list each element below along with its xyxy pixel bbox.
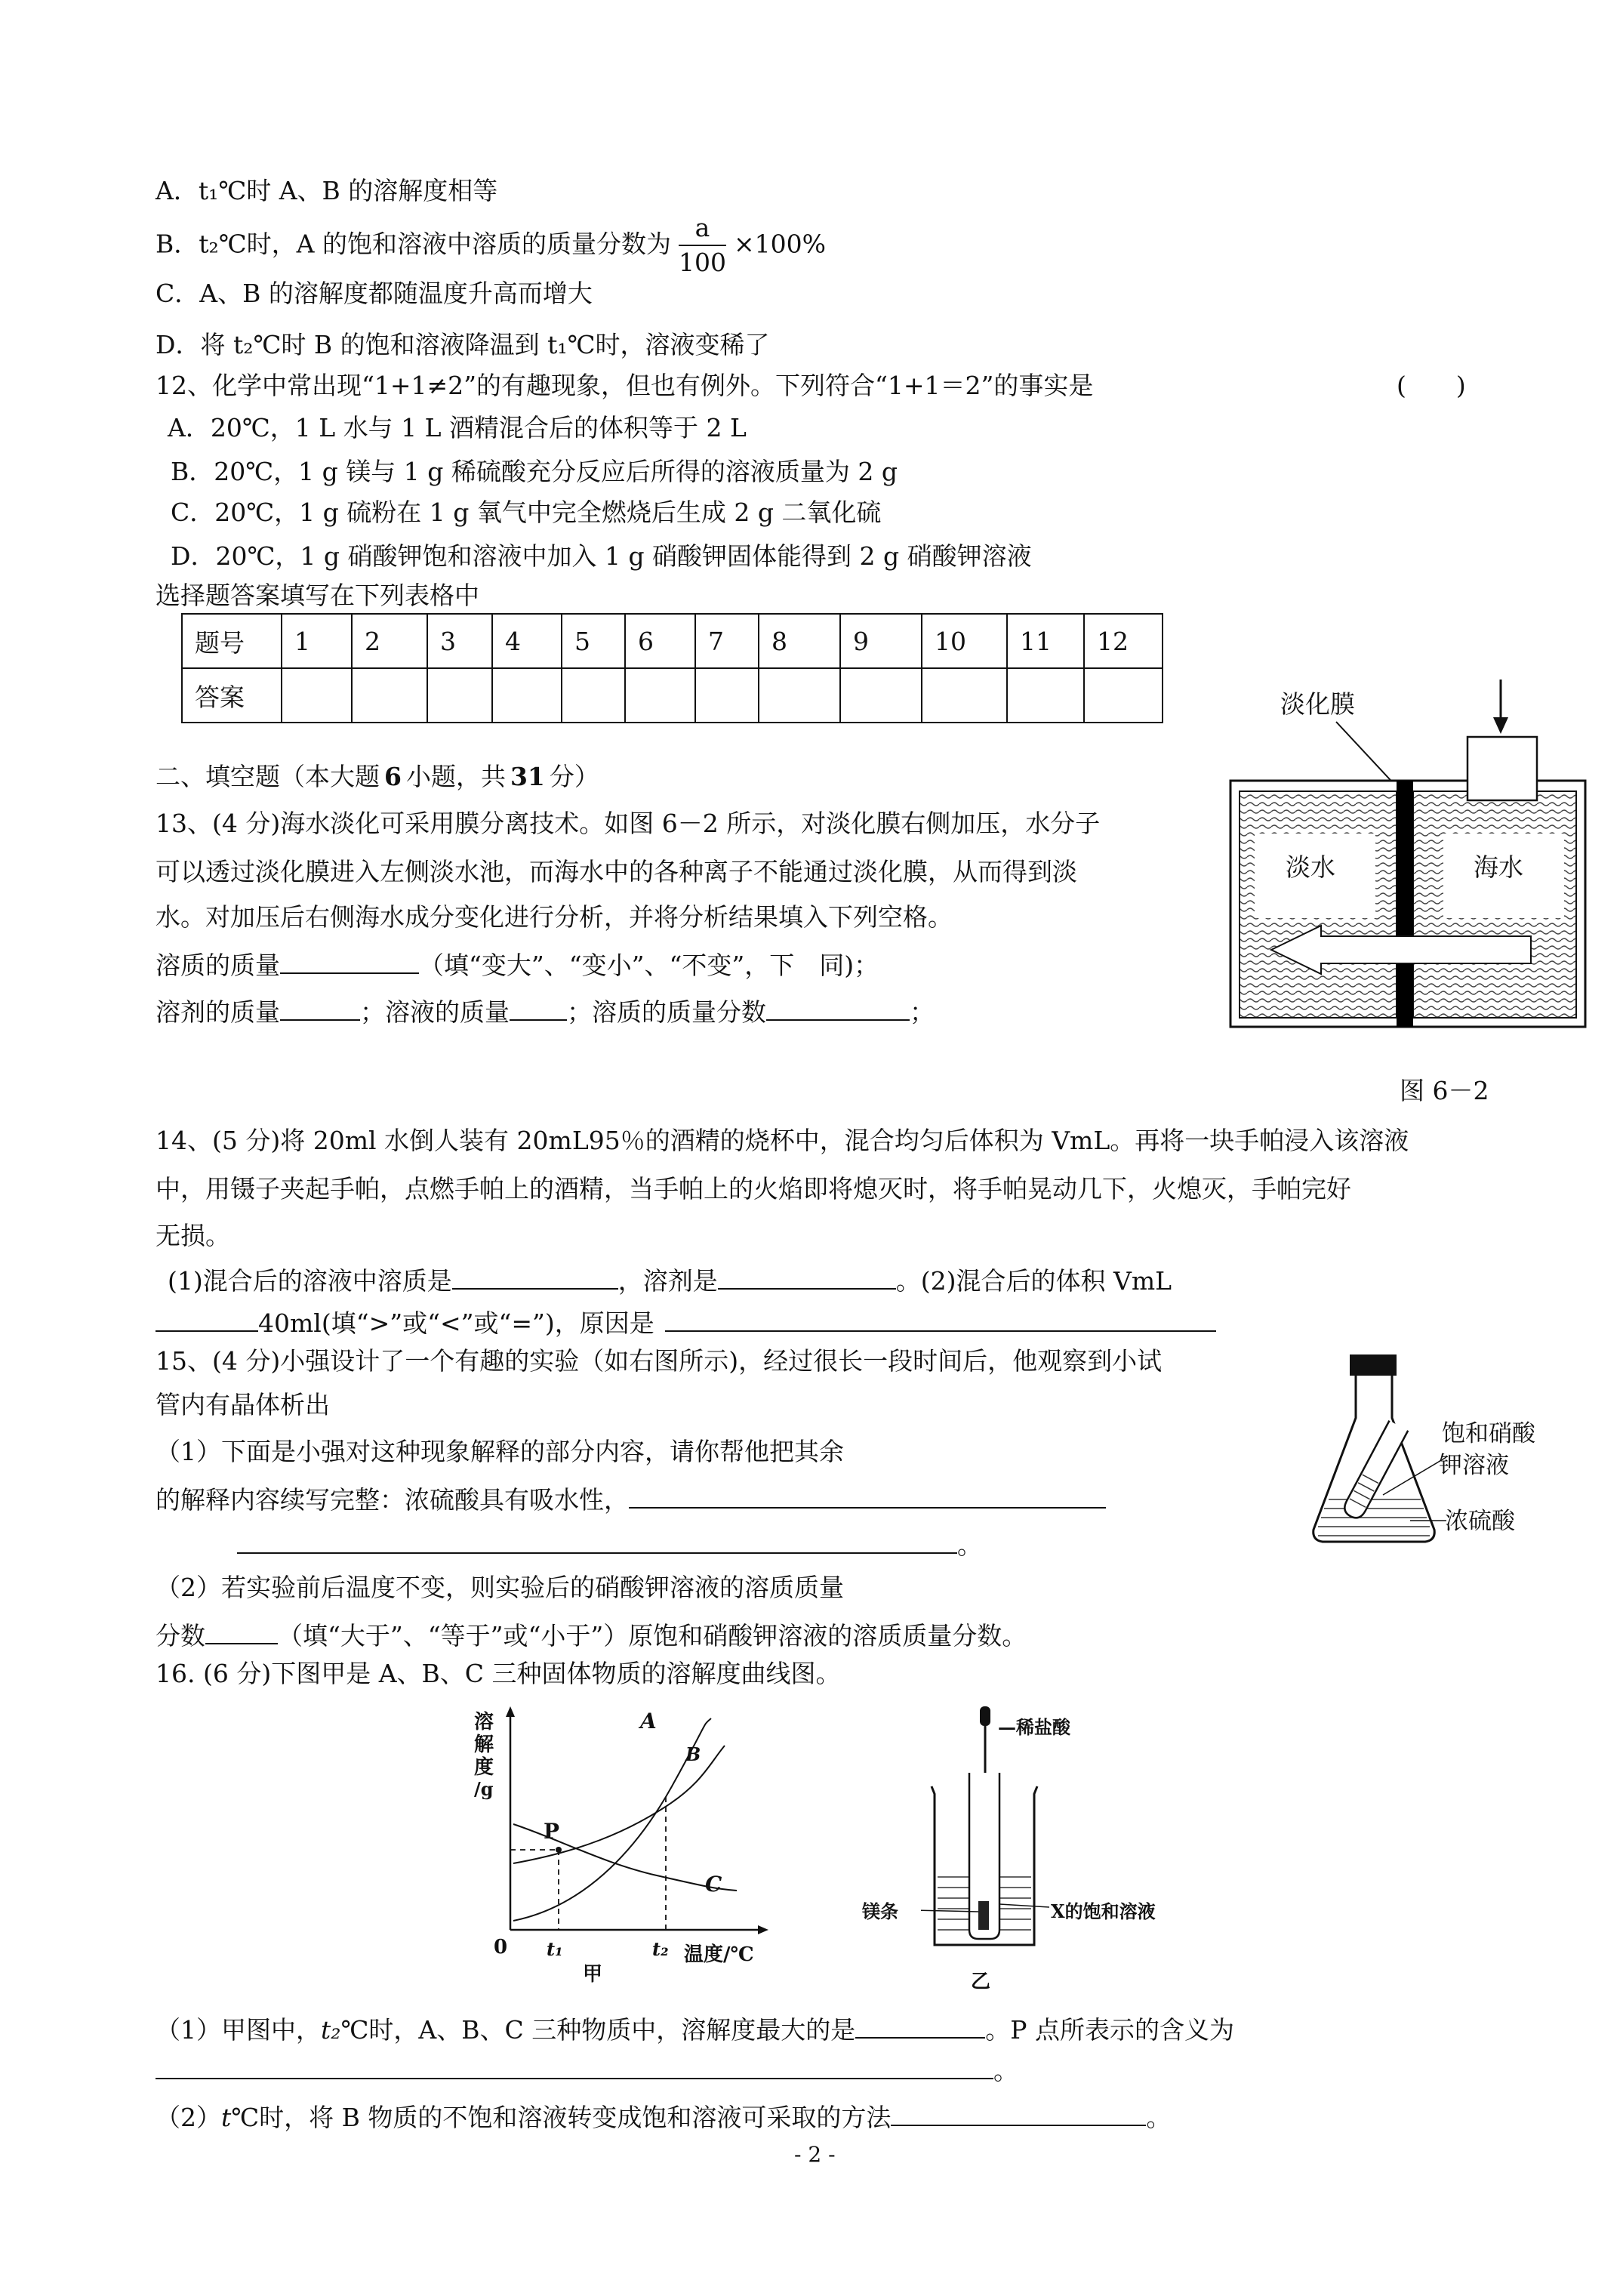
- hcl-label: —稀盐酸: [998, 1716, 1070, 1738]
- q11-option-b-suffix: ×100%: [733, 229, 826, 259]
- y-axis-label-char: 解: [474, 1734, 494, 1756]
- beaker-diagram: [921, 1703, 1049, 1960]
- solvent-mass-blank[interactable]: [280, 997, 360, 1021]
- q13-solvent-mass-label: 溶剂的质量: [156, 997, 280, 1027]
- q11-option-b: [156, 214, 826, 277]
- answer-cell[interactable]: [427, 668, 492, 723]
- solute-mass-blank[interactable]: [280, 950, 419, 974]
- solute-blank[interactable]: [452, 1265, 618, 1290]
- answer-table: [181, 613, 1163, 723]
- y-axis-label-char: /g: [474, 1778, 494, 1800]
- answer-cell[interactable]: [922, 668, 1007, 723]
- q16-part-1: [156, 2014, 1234, 2045]
- beaker-caption: 乙: [971, 1971, 991, 1993]
- mg-label: 镁条: [862, 1900, 898, 1922]
- answer-cell[interactable]: [1084, 668, 1163, 723]
- q14-line-2: 中，用镊子夹起手帕，点燃手帕上的酒精，当手帕上的火焰即将熄灭时，将手帕晃动几下，火熄灭，手帕完好: [156, 1174, 1351, 1203]
- q12-option-d: D．20℃，1 g 硝酸钾饱和溶液中加入 1 g 硝酸钾固体能得到 2 g 硝酸钾溶液: [171, 541, 1032, 571]
- section-heading: [156, 764, 599, 789]
- q15-line-end: 。: [957, 1530, 982, 1560]
- table-cell: 7: [695, 614, 759, 668]
- q16-line-end: 。: [993, 2056, 1018, 2085]
- explanation-blank-2[interactable]: [237, 1530, 957, 1554]
- q12-option-c: C．20℃，1 g 硫粉在 1 g 氧气中完全燃烧后生成 2 g 二氧化硫: [171, 498, 882, 527]
- sea-water-label: 海水: [1474, 852, 1523, 882]
- q14-line-4: [168, 1265, 1172, 1296]
- piston: [1467, 737, 1537, 800]
- q13-instruction: （填“变大”、“变小”、“不变”，下 同)；: [419, 951, 879, 980]
- q14-line-5: [156, 1308, 1216, 1336]
- origin-label: 0: [494, 1936, 508, 1959]
- q15-fraction-label: 分数: [156, 1621, 205, 1650]
- q13-line-end: ；: [910, 997, 935, 1027]
- table-cell: 8: [759, 614, 840, 668]
- table-cell: 9: [840, 614, 922, 668]
- heading-text: 二、填空题（本大题: [156, 762, 380, 791]
- x-axis-label: 温度/℃: [684, 1943, 754, 1966]
- q14-reason-label: 40ml(填“>”或“<”或“=”)，原因是: [258, 1308, 654, 1338]
- answer-table-caption: 选择题答案填写在下列表格中: [156, 581, 479, 610]
- reason-blank[interactable]: [665, 1308, 1216, 1332]
- table-cell: 3: [427, 614, 492, 668]
- q14-solvent-label: ，溶剂是: [617, 1266, 718, 1296]
- q16-part-1-question: ℃时，A、B、C 三种物质中，溶解度最大的是: [340, 2015, 856, 2045]
- fraction-denominator: 100: [678, 248, 726, 278]
- t-symbol: t: [221, 2103, 232, 2132]
- q15-explanation-prefix: 的解释内容续写完整：浓硫酸具有吸水性，: [156, 1485, 629, 1515]
- q12-answer-bracket: ( ): [1397, 371, 1466, 400]
- curve-b-label: B: [685, 1743, 701, 1765]
- page-number: - 2 -: [794, 2142, 836, 2167]
- table-cell: 2: [352, 614, 427, 668]
- kno3-label-line-1: 饱和硝酸: [1442, 1420, 1535, 1447]
- kno3-label-line-2: 钾溶液: [1439, 1452, 1509, 1479]
- answer-cell[interactable]: [695, 668, 759, 723]
- q11-option-d: D．将 t₂℃时 B 的饱和溶液降温到 t₁℃时，溶液变稀了: [156, 330, 770, 359]
- explanation-blank-1[interactable]: [629, 1484, 1106, 1509]
- chart-caption: 甲: [583, 1963, 603, 1986]
- q12-option-a: A．20℃，1 L 水与 1 L 酒精混合后的体积等于 2 L: [168, 413, 747, 442]
- kno3-leader-line: [1383, 1457, 1446, 1495]
- hcl-label-text: 稀盐酸: [1016, 1716, 1070, 1738]
- q15-fraction-instruction: （填“大于”、“等于”或“小于”）原饱和硝酸钾溶液的溶质质量分数。: [278, 1621, 1027, 1650]
- answer-cell[interactable]: [492, 668, 562, 723]
- q15-line-7: [156, 1620, 1027, 1648]
- point-p: [556, 1847, 562, 1853]
- table-cell: 12: [1084, 614, 1163, 668]
- heading-text: 小题，共: [405, 762, 506, 791]
- answer-cell[interactable]: [562, 668, 625, 723]
- heading-text: 分）: [549, 762, 599, 791]
- table-cell: 5: [562, 614, 625, 668]
- q13-line-4: [156, 950, 879, 978]
- q15-line-3: （1）下面是小强对这种现象解释的部分内容，请你帮他把其余: [156, 1437, 844, 1466]
- membrane-leader-line: [1336, 722, 1398, 788]
- q14-volume-label: 。(2)混合后的体积 VmL: [895, 1266, 1172, 1296]
- q12-stem: 12、化学中常出现“1+1≠2”的有趣现象，但也有例外。下列符合“1+1＝2”的事实是: [156, 371, 1094, 400]
- answer-cell[interactable]: [282, 668, 352, 723]
- table-cell: 6: [625, 614, 695, 668]
- q16-line-end: 。: [1146, 2103, 1172, 2132]
- q15-line-5: [237, 1530, 982, 1558]
- q11-option-a: A．t₁℃时 A、B 的溶解度相等: [156, 176, 498, 205]
- q15-line-2: 管内有晶体析出: [156, 1390, 330, 1419]
- saturation-method-blank[interactable]: [891, 2102, 1146, 2126]
- q11-option-b-prefix: B．t₂℃时，A 的饱和溶液中溶质的质量分数为: [156, 229, 671, 259]
- q13-solution-mass-label: ；溶液的质量: [360, 997, 510, 1027]
- table-row: [182, 614, 1163, 668]
- q13-line-1: 13、(4 分)海水淡化可采用膜分离技术。如图 6－2 所示，对淡化膜右侧加压，水分子: [156, 809, 1101, 838]
- solution-mass-blank[interactable]: [510, 997, 567, 1021]
- q13-solute-mass-label: 溶质的质量: [156, 951, 280, 980]
- membrane: [1397, 781, 1413, 1027]
- heading-count: 6: [384, 762, 402, 791]
- q16-part-2-question: ℃时，将 B 物质的不饱和溶液转变成饱和溶液可采取的方法: [231, 2103, 892, 2132]
- table-cell: 11: [1007, 614, 1084, 668]
- table-row: [182, 668, 1163, 723]
- q16-part-1-prefix: （1）甲图中，: [156, 2015, 321, 2045]
- curve-a-label: A: [640, 1709, 657, 1734]
- fraction-compare-blank[interactable]: [205, 1620, 278, 1644]
- q11-option-c: C．A、B 的溶解度都随温度升高而增大: [156, 279, 593, 308]
- table-cell: 1: [282, 614, 352, 668]
- answer-cell[interactable]: [352, 668, 427, 723]
- answer-cell[interactable]: [1007, 668, 1084, 723]
- flask-stopper: [1350, 1354, 1397, 1376]
- y-axis-arrow: [506, 1706, 515, 1717]
- x-leader-line: [999, 1904, 1049, 1907]
- q16-part-1-cont: [156, 2055, 1018, 2083]
- dropper-bulb: [980, 1706, 990, 1726]
- magnesium-ribbon: [978, 1901, 989, 1930]
- point-p-meaning-blank[interactable]: [156, 2055, 993, 2079]
- y-axis-label-char: 溶: [474, 1711, 494, 1734]
- acid-liquid: [1318, 1499, 1430, 1536]
- y-axis-label-char: 度: [474, 1756, 494, 1779]
- max-solubility-blank[interactable]: [855, 2014, 985, 2039]
- fraction: [679, 214, 726, 277]
- t2-label: t₂: [652, 1938, 669, 1960]
- answer-cell[interactable]: [840, 668, 922, 723]
- solubility-chart: [468, 1703, 785, 1968]
- q14-line-3: 无损。: [156, 1221, 230, 1250]
- q15-line-6: （2）若实验前后温度不变，则实验后的硝酸钾溶液的溶质质量: [156, 1573, 844, 1602]
- desalination-diagram: [1223, 680, 1593, 1057]
- answer-cell[interactable]: [759, 668, 840, 723]
- q13-mass-fraction-label: ；溶质的质量分数: [567, 997, 766, 1027]
- q16-part-2: [156, 2102, 1171, 2130]
- q13-line-3: 水。对加压后右侧海水成分变化进行分析，并将分析结果填入下列空格。: [156, 902, 953, 932]
- acid-label: 浓硫酸: [1445, 1508, 1515, 1535]
- q16-part-2-prefix: （2）: [156, 2103, 221, 2132]
- fraction-numerator: a: [679, 214, 726, 246]
- x-solution-label: X的饱和溶液: [1051, 1900, 1156, 1922]
- x-axis-arrow: [758, 1925, 768, 1934]
- q12-option-b: B．20℃，1 g 镁与 1 g 稀硫酸充分反应后所得的溶液质量为 2 g: [171, 457, 898, 486]
- answer-cell[interactable]: [625, 668, 695, 723]
- table-header-cell: 题号: [182, 614, 282, 668]
- table-header-cell: 答案: [182, 668, 282, 723]
- table-cell: 10: [922, 614, 1007, 668]
- q14-line-1: 14、(5 分)将 20ml 水倒人装有 20mL95％的酒精的烧杯中，混合均匀后体积为 VmL。再将一块手帕浸入该溶液: [156, 1126, 1409, 1155]
- q14-solute-label: (1)混合后的溶液中溶质是: [168, 1266, 452, 1296]
- curve-c-label: C: [705, 1872, 722, 1897]
- q15-line-1: 15、(4 分)小强设计了一个有趣的实验（如右图所示)，经过很长一段时间后，他观察到小试: [156, 1346, 1163, 1376]
- q16-stem: 16. (6 分)下图甲是 A、B、C 三种固体物质的溶解度曲线图。: [156, 1659, 841, 1688]
- t1-label: t₁: [547, 1938, 563, 1960]
- flask-diagram: [1298, 1351, 1449, 1548]
- pressure-arrowhead: [1493, 717, 1508, 734]
- test-tube: [1341, 1421, 1409, 1521]
- volume-compare-blank[interactable]: [156, 1308, 258, 1332]
- mass-fraction-blank[interactable]: [766, 997, 910, 1021]
- membrane-label: 淡化膜: [1280, 689, 1355, 719]
- fresh-water-label: 淡水: [1286, 852, 1335, 882]
- q13-line-5: [156, 997, 935, 1025]
- q13-line-2: 可以透过淡化膜进入左侧淡水池，而海水中的各种离子不能通过淡化膜，从而得到淡: [156, 857, 1077, 886]
- solvent-blank[interactable]: [718, 1265, 896, 1290]
- table-cell: 4: [492, 614, 562, 668]
- q16-point-p-question: 。P 点所表示的含义为: [985, 2015, 1234, 2045]
- point-p-label: P: [544, 1819, 560, 1844]
- figure-caption: 图 6－2: [1400, 1076, 1489, 1105]
- heading-score: 31: [510, 762, 545, 791]
- t2-symbol: t₂: [321, 2015, 341, 2045]
- q15-line-4: [156, 1484, 1106, 1515]
